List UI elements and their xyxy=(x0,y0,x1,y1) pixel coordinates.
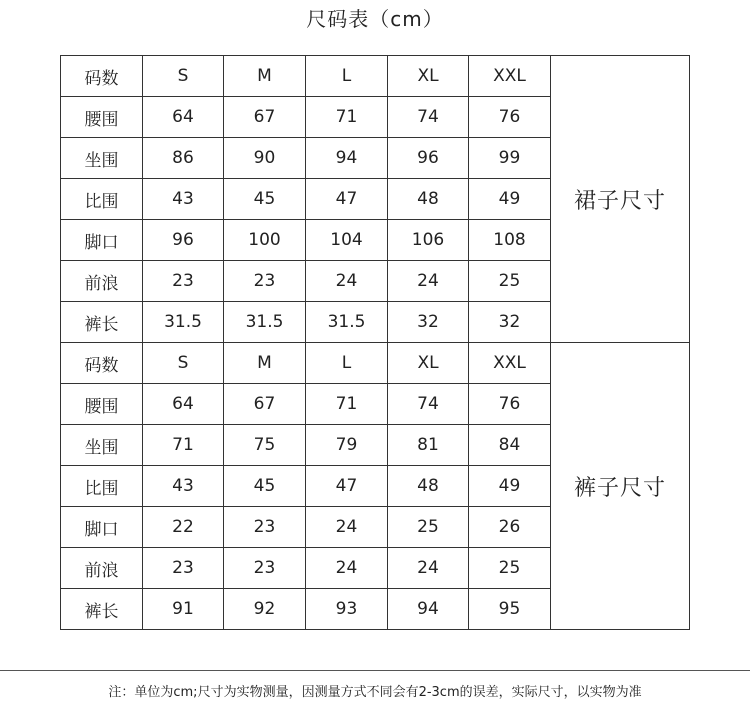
table-cell: S xyxy=(143,343,224,384)
table-row xyxy=(61,343,690,384)
table-cell: 32 xyxy=(469,302,551,343)
table-cell: 86 xyxy=(143,138,224,179)
size-chart-table xyxy=(60,55,690,630)
table-cell: 48 xyxy=(388,179,469,220)
footnote: 注：单位为cm;尺寸为实物测量，因测量方式不同会有2-3cm的误差，实际尺寸，以实物为准 xyxy=(108,685,642,700)
table-cell: 43 xyxy=(143,179,224,220)
table-cell: M xyxy=(224,56,306,97)
table-cell: 45 xyxy=(224,179,306,220)
row-label: 坐围 xyxy=(61,425,143,466)
row-label: 前浪 xyxy=(61,548,143,589)
table-cell: 22 xyxy=(143,507,224,548)
table-cell: 23 xyxy=(143,548,224,589)
table-cell: 31.5 xyxy=(143,302,224,343)
table-cell: 31.5 xyxy=(306,302,388,343)
table-cell: 25 xyxy=(388,507,469,548)
table-cell: 47 xyxy=(306,179,388,220)
table-cell: 95 xyxy=(469,589,551,630)
section-label-skirt: 裙子尺寸 xyxy=(551,56,690,343)
table-cell: XL xyxy=(388,343,469,384)
row-label: 码数 xyxy=(61,56,143,97)
table-cell: 76 xyxy=(469,384,551,425)
table-cell: 94 xyxy=(306,138,388,179)
table-cell: 31.5 xyxy=(224,302,306,343)
table-cell: 93 xyxy=(306,589,388,630)
row-label: 脚口 xyxy=(61,507,143,548)
section-label-pants: 裤子尺寸 xyxy=(551,343,690,630)
table-cell: 71 xyxy=(306,97,388,138)
table-cell: 23 xyxy=(224,261,306,302)
table-cell: 106 xyxy=(388,220,469,261)
row-label: 坐围 xyxy=(61,138,143,179)
table-cell: L xyxy=(306,56,388,97)
table-cell: 74 xyxy=(388,97,469,138)
table-cell: 25 xyxy=(469,548,551,589)
table-cell: 45 xyxy=(224,466,306,507)
row-label: 裤长 xyxy=(61,589,143,630)
row-label: 比围 xyxy=(61,179,143,220)
row-label: 脚口 xyxy=(61,220,143,261)
table-cell: 23 xyxy=(143,261,224,302)
table-cell: 49 xyxy=(469,179,551,220)
table-cell: 94 xyxy=(388,589,469,630)
table-cell: 74 xyxy=(388,384,469,425)
table-cell: 64 xyxy=(143,384,224,425)
row-label: 比围 xyxy=(61,466,143,507)
table-cell: 24 xyxy=(306,548,388,589)
table-cell: 75 xyxy=(224,425,306,466)
table-cell: 67 xyxy=(224,384,306,425)
table-cell: 24 xyxy=(306,507,388,548)
table-cell: 26 xyxy=(469,507,551,548)
table-cell: M xyxy=(224,343,306,384)
table-cell: 23 xyxy=(224,548,306,589)
row-label: 腰围 xyxy=(61,384,143,425)
table-cell: 24 xyxy=(388,548,469,589)
table-cell: 47 xyxy=(306,466,388,507)
table-cell: 71 xyxy=(143,425,224,466)
table-cell: 92 xyxy=(224,589,306,630)
table-cell: 104 xyxy=(306,220,388,261)
table-cell: 84 xyxy=(469,425,551,466)
table-cell: 81 xyxy=(388,425,469,466)
table-cell: XXL xyxy=(469,343,551,384)
footer-divider xyxy=(0,670,750,671)
table-row xyxy=(61,56,690,97)
table-cell: 23 xyxy=(224,507,306,548)
table-cell: 71 xyxy=(306,384,388,425)
table-cell: 67 xyxy=(224,97,306,138)
table-cell: L xyxy=(306,343,388,384)
table-cell: 64 xyxy=(143,97,224,138)
table-cell: 99 xyxy=(469,138,551,179)
table-cell: 76 xyxy=(469,97,551,138)
table-cell: 49 xyxy=(469,466,551,507)
table-cell: 96 xyxy=(388,138,469,179)
table-cell: 96 xyxy=(143,220,224,261)
table-cell: 24 xyxy=(388,261,469,302)
table-cell: 91 xyxy=(143,589,224,630)
table-cell: 90 xyxy=(224,138,306,179)
row-label: 腰围 xyxy=(61,97,143,138)
row-label: 码数 xyxy=(61,343,143,384)
table-cell: 79 xyxy=(306,425,388,466)
table-cell: XL xyxy=(388,56,469,97)
page-title: 尺码表（cm） xyxy=(306,7,444,31)
table-cell: XXL xyxy=(469,56,551,97)
table-cell: 108 xyxy=(469,220,551,261)
table-cell: 32 xyxy=(388,302,469,343)
row-label: 裤长 xyxy=(61,302,143,343)
table-cell: 43 xyxy=(143,466,224,507)
table-cell: 100 xyxy=(224,220,306,261)
table-cell: 24 xyxy=(306,261,388,302)
table-cell: 48 xyxy=(388,466,469,507)
table-cell: S xyxy=(143,56,224,97)
table-cell: 25 xyxy=(469,261,551,302)
row-label: 前浪 xyxy=(61,261,143,302)
